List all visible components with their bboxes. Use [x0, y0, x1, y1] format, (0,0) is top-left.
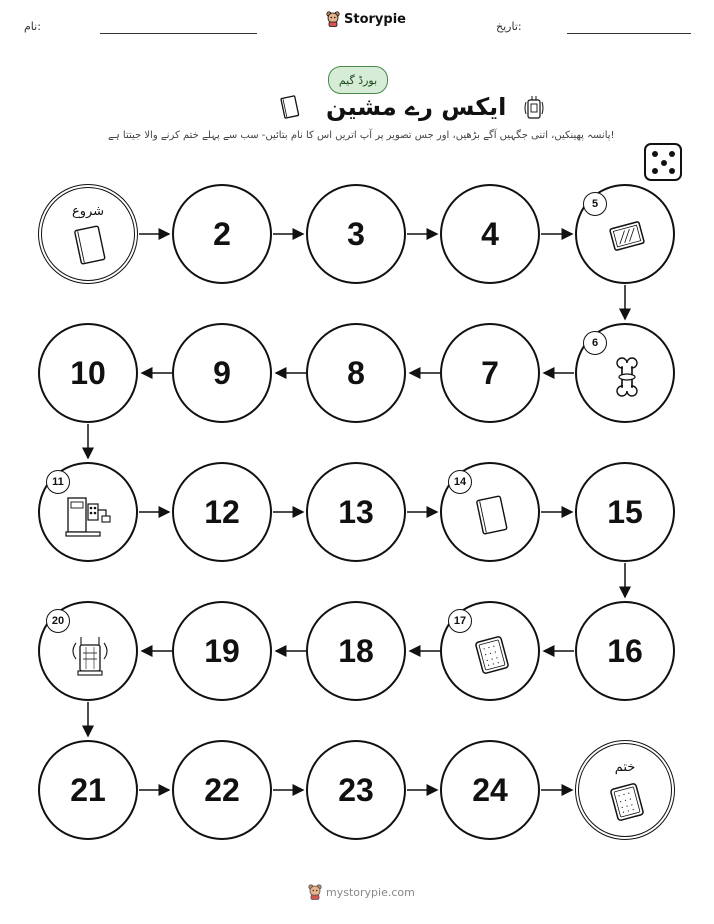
- board-space[interactable]: 10: [38, 323, 138, 423]
- space-number-badge: 17: [448, 609, 472, 633]
- board-space[interactable]: 18: [306, 601, 406, 701]
- board-space[interactable]: 3: [306, 184, 406, 284]
- space-number-badge: 6: [583, 331, 607, 355]
- board-space[interactable]: 22: [172, 740, 272, 840]
- board-space[interactable]: 23: [306, 740, 406, 840]
- book-icon: [472, 494, 512, 538]
- board-space[interactable]: 19: [172, 601, 272, 701]
- bone-icon: [607, 355, 647, 399]
- space-number-badge: 11: [46, 470, 70, 494]
- xray-film-icon: [607, 216, 647, 256]
- board-space[interactable]: 4: [440, 184, 540, 284]
- board-space[interactable]: 12: [172, 462, 272, 562]
- space-number-badge: 5: [583, 192, 607, 216]
- finish-label: ختم: [614, 760, 636, 775]
- board-space-picture[interactable]: [440, 462, 540, 562]
- book-icon: [70, 224, 110, 268]
- space-number-badge: 14: [448, 470, 472, 494]
- board-space[interactable]: 13: [306, 462, 406, 562]
- board-space[interactable]: 16: [575, 601, 675, 701]
- title-text: ایکس رے مشین: [326, 93, 507, 121]
- space-number-badge: 20: [46, 609, 70, 633]
- board-space[interactable]: 21: [38, 740, 138, 840]
- board-space[interactable]: 15: [575, 462, 675, 562]
- board-space-picture[interactable]: [575, 323, 675, 423]
- xray-film-icon: [472, 633, 512, 677]
- instructions: پانسہ پھینکیں، اتنی جگہیں آگے بڑھیں، اور جس تصویر پر آپ اتریں اس کا نام بتائیں- سب سے پہلے ختم کرنے والا جیتتا ہے!: [108, 130, 615, 141]
- brand-name: Storypie: [344, 11, 406, 27]
- finish-space[interactable]: [575, 740, 675, 840]
- storypie-mascot-icon: [308, 884, 322, 900]
- board-space[interactable]: 9: [172, 323, 272, 423]
- xray-tube-icon: [68, 633, 112, 679]
- board-space[interactable]: 7: [440, 323, 540, 423]
- board-game-badge: بورڈ گیم: [328, 66, 388, 94]
- board-space-picture[interactable]: [38, 601, 138, 701]
- board-space[interactable]: 24: [440, 740, 540, 840]
- board-space-picture[interactable]: [38, 462, 138, 562]
- start-label: شروع: [71, 204, 105, 219]
- date-label: تاریخ:: [496, 20, 522, 33]
- xray-film-icon: [607, 780, 647, 824]
- board-space-picture[interactable]: [575, 184, 675, 284]
- xray-machine-icon: [64, 492, 114, 538]
- name-label: نام:: [24, 20, 41, 33]
- board-space[interactable]: 8: [306, 323, 406, 423]
- start-space[interactable]: [38, 184, 138, 284]
- footer-url[interactable]: mystorypie.com: [326, 885, 415, 899]
- footer: [308, 884, 415, 900]
- board-space-picture[interactable]: [440, 601, 540, 701]
- board-space[interactable]: 2: [172, 184, 272, 284]
